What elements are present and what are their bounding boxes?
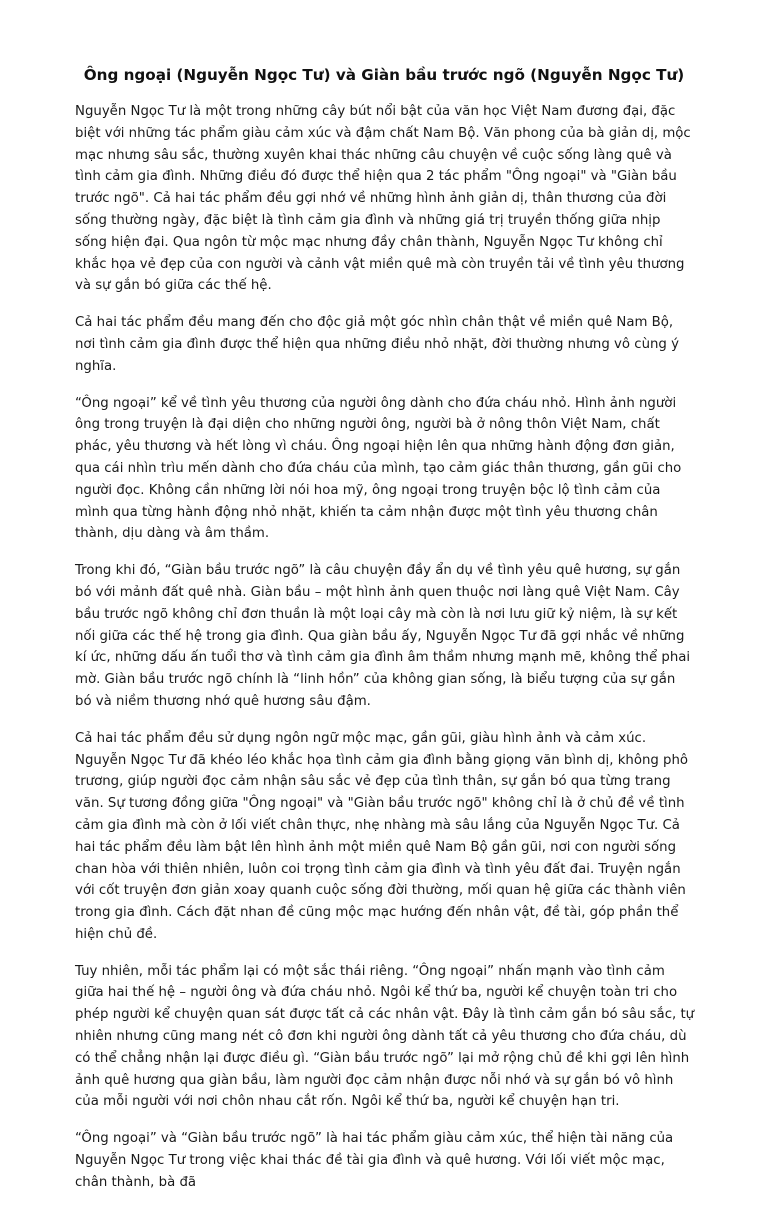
paragraph-conclusion: “Ông ngoại” và “Giàn bầu trước ngõ” là hai tác phẩm giàu cảm xúc, thể hiện tài năng của Nguyễn Ngọc Tư trong việc khai thác đề tài gia đình và quê hương. Với lối viết mộc mạc, chân thành, bà đã xyxy=(75,1131,674,1190)
paragraph-differences: Tuy nhiên, mỗi tác phẩm lại có một sắc thái riêng. “Ông ngoại” nhấn mạnh vào tình cảm giữa hai thế hệ – người ông và đứa cháu nhỏ. Ngôi kể thứ ba, người kể chuyện toàn tri cho phép người kể chuyện quan sát được tất cả các nhân vật. Đây là tình cảm gắn bó sâu sắc, tự nhiên nhưng cũng mang nét cô đơn khi người ông dành tất cả yêu thương cho đứa cháu, dù có thể chẳng nhận lại được điều gì. “Giàn bầu trước ngõ” lại mở rộng chủ đề khi gợi lên hình ảnh quê hương qua giàn bầu, làm người đọc cảm nhận được nỗi nhớ và sự gắn bó vô hình của mỗi người với nơi chôn nhau cắt rốn. Ngôi kể thứ ba, người kể chuyện hạn tri. xyxy=(75,963,695,1110)
paragraph-overview: Cả hai tác phẩm đều mang đến cho độc giả một góc nhìn chân thật về miền quê Nam Bộ, nơi tình cảm gia đình được thể hiện qua những điều nhỏ nhặt, đời thường nhưng vô cùng ý nghĩa. xyxy=(75,315,679,374)
document-title: Ông ngoại (Nguyễn Ngọc Tư) và Giàn bầu trước ngõ (Nguyễn Ngọc Tư) xyxy=(83,66,685,84)
paragraph-intro: Nguyễn Ngọc Tư là một trong những cây bút nổi bật của văn học Việt Nam đương đại, đặc biệt với những tác phẩm giàu cảm xúc và đậm chất Nam Bộ. Văn phong của bà giản dị, mộc mạc nhưng sâu sắc, thường xuyên khai thác những câu chuyện về cuộc sống làng quê và tình cảm gia đình. Những điều đó được thể hiện qua 2 tác phẩm "Ông ngoại" và "Giàn bầu trước ngõ". Cả hai tác phẩm đều gợi nhớ về những hình ảnh giản dị, thân thương của đời sống thường ngày, đặc biệt là tình cảm gia đình và những giá trị truyền thống giữa nhịp sống hiện đại. Qua ngôn từ mộc mạc nhưng đầy chân thành, Nguyễn Ngọc Tư không chỉ khắc họa vẻ đẹp của con người và cảnh vật miền quê mà còn truyền tải về tình yêu thương và sự gắn bó giữa các thế hệ. xyxy=(75,104,691,294)
paragraph-gian-bau: Trong khi đó, “Giàn bầu trước ngõ” là câu chuyện đầy ẩn dụ về tình yêu quê hương, sự gắn bó với mảnh đất quê nhà. Giàn bầu – một hình ảnh quen thuộc nơi làng quê Việt Nam. Cây bầu trước ngõ không chỉ đơn thuần là một loại cây mà còn là nơi lưu giữ kỷ niệm, là sự kết nối giữa các thế hệ trong gia đình. Qua giàn bầu ấy, Nguyễn Ngọc Tư đã gợi nhắc về những kí ức, những dấu ấn tuổi thơ và tình cảm gia đình âm thầm nhưng mạnh mẽ, không thể phai mờ. Giàn bầu trước ngõ chính là “linh hồn” của không gian sống, là biểu tượng của sự gắn bó và niềm thương nhớ quê hương sâu đậm. xyxy=(75,563,691,709)
document-body xyxy=(75,101,695,1209)
paragraph-similarities: Cả hai tác phẩm đều sử dụng ngôn ngữ mộc mạc, gần gũi, giàu hình ảnh và cảm xúc. Nguyễn Ngọc Tư đã khéo léo khắc họa tình cảm gia đình bằng giọng văn bình dị, không phô trương, giúp người đọc cảm nhận sâu sắc vẻ đẹp của tình thân, sự gắn bó qua từng trang văn. Sự tương đồng giữa "Ông ngoại" và "Giàn bầu trước ngõ" không chỉ là ở chủ đề về tình cảm gia đình mà còn ở lối viết chân thực, nhẹ nhàng mà sâu lắng của Nguyễn Ngọc Tư. Cả hai tác phẩm đều làm bật lên hình ảnh một miền quê Nam Bộ gần gũi, nơi con người sống chan hòa với thiên nhiên, luôn coi trọng tình cảm gia đình và tình yêu đất đai. Truyện ngắn với cốt truyện đơn giản xoay quanh cuộc sống đời thường, mối quan hệ giữa các thành viên trong gia đình. Cách đặt nhan đề cũng mộc mạc hướng đến nhân vật, đề tài, góp phần thể hiện chủ đề. xyxy=(75,730,689,942)
paragraph-ong-ngoai: “Ông ngoại” kể về tình yêu thương của người ông dành cho đứa cháu nhỏ. Hình ảnh người ông trong truyện là đại diện cho những người ông, người bà ở nông thôn Việt Nam, chất phác, yêu thương và hết lòng vì cháu. Ông ngoại hiện lên qua những hành động đơn giản, qua cái nhìn trìu mến dành cho đứa cháu của mình, tạo cảm giác thân thương, gần gũi cho người đọc. Không cần những lời nói hoa mỹ, ông ngoại trong truyện bộc lộ tình cảm của mình qua từng hành động nhỏ nhặt, khiến ta cảm nhận được một tình yêu thương chân thành, dịu dàng và âm thầm. xyxy=(75,395,682,542)
